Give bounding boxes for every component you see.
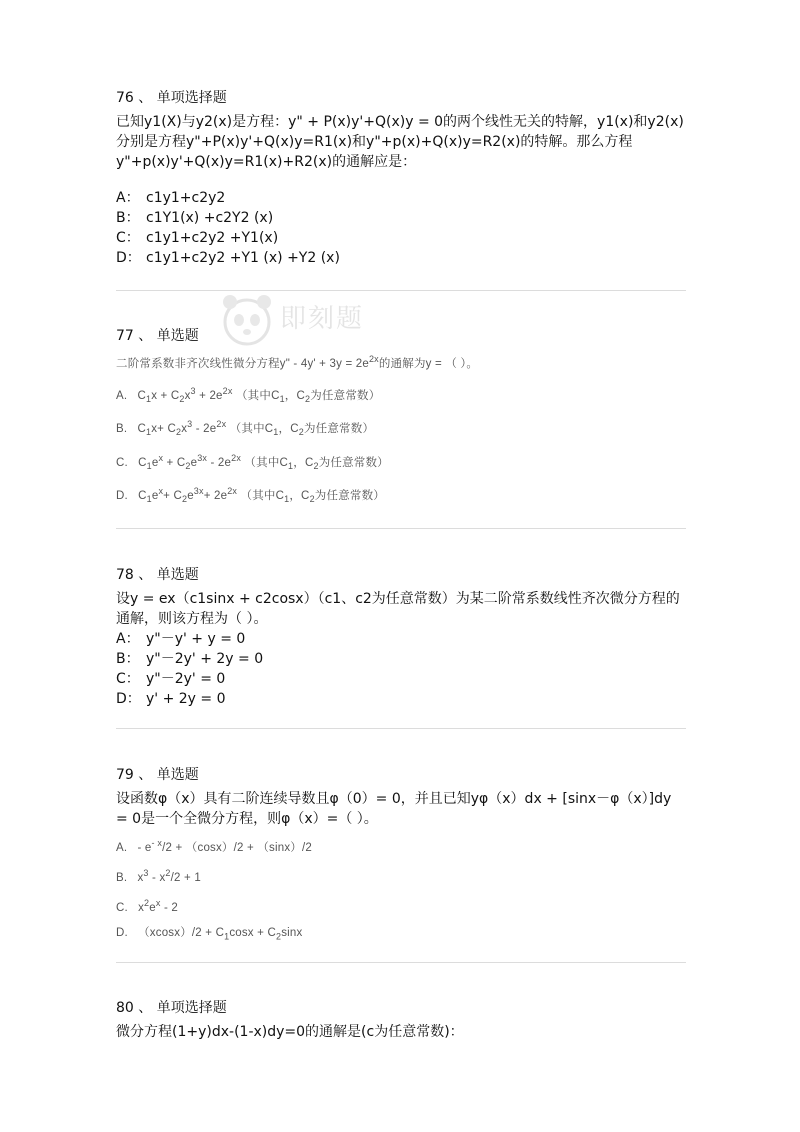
question-stem: 已知y1(X)与y2(x)是方程：y" + P(x)y'+Q(x)y = 0的两个线性无关的特解，y1(x)和y2(x)分别是方程y"+P(x)y'+Q(x)y=R1(x)和y"+p(x)+Q(x)y=R2(x)的特解。那么方程y"+p(x)y'+Q(x)y=R1(x)+R2(x)的通解应是： <box>116 114 684 170</box>
option-label: A： <box>116 190 140 206</box>
option-a[interactable] <box>116 188 686 208</box>
question-78 <box>116 565 686 709</box>
divider <box>116 962 686 963</box>
option-label: B： <box>116 210 140 226</box>
question-stem: 微分方程(1+y)dx-(1-x)dy=0的通解是(c为任意常数)： <box>116 1024 464 1040</box>
option-c[interactable]: C. $x^2e^x - 2$ <box>116 898 178 914</box>
question-77 <box>116 326 686 350</box>
question-header: 78 、 单选题 <box>116 567 199 583</box>
question-80 <box>116 998 686 1042</box>
watermark-text: 即刻题 <box>280 304 365 334</box>
option-d[interactable] <box>116 248 686 268</box>
option-label: C： <box>116 671 140 687</box>
option-c[interactable] <box>116 228 686 248</box>
option-label: B： <box>116 651 140 667</box>
option-d[interactable] <box>116 689 686 709</box>
option-text: c1y1+c2y2 +Y1 (x) +Y2 (x) <box>146 250 340 266</box>
option-a[interactable] <box>116 629 686 649</box>
option-b[interactable] <box>116 208 686 228</box>
option-label: A： <box>116 631 140 647</box>
option-d[interactable]: D. $(xcosx)/2 + C_1\cos x + C_2\sin x$ <box>116 927 303 942</box>
question-stem: 设函数φ（x）具有二阶连续导数且φ（0）= 0，并且已知yφ（x）dx + [sinx－φ（x）]dy = 0是一个全微分方程，则φ（x）=（ ）。 <box>116 791 672 827</box>
question-header: 80 、 单项选择题 <box>116 1000 227 1016</box>
question-header: 76 、 单项选择题 <box>116 90 227 106</box>
question-79 <box>116 765 686 829</box>
option-label: C： <box>116 230 140 246</box>
option-text: y"－y' + y = 0 <box>146 631 246 647</box>
option-label: D： <box>116 250 141 266</box>
question-header: 79 、 单选题 <box>116 767 199 783</box>
divider <box>116 728 686 729</box>
question-header: 77 、 单选题 <box>116 328 199 344</box>
question-76 <box>116 88 686 268</box>
option-text: c1Y1(x) +c2Y2 (x) <box>146 210 274 226</box>
option-text: c1y1+c2y2 <box>146 190 226 206</box>
option-label: D： <box>116 691 141 707</box>
option-a[interactable]: A. - $e^{- x}/2 + (\cos x)/2 + (\sin x)/2$ <box>116 838 312 854</box>
question-stem: 二阶常系数非齐次线性微分方程y" - $4y' + 3y = 2e^{2x}$的通解为y = （ ）。 <box>116 354 479 370</box>
question-stem: 设y = ex（c1sinx + c2cosx）（c1、c2为任意常数）为某二阶常系数线性齐次微分方程的通解，则该方程为（ ）。 <box>116 591 680 627</box>
option-b[interactable]: B. $C_1x+ C_2x^3 - 2e^{2x}$ （其中$C_1$，$C_2$为任意常数） <box>116 419 375 438</box>
option-text: c1y1+c2y2 +Y1(x) <box>146 230 279 246</box>
option-text: y"－2y' = 0 <box>146 671 226 687</box>
option-text: y"－2y' + 2y = 0 <box>146 651 264 667</box>
divider <box>116 528 686 529</box>
option-c[interactable] <box>116 669 686 689</box>
option-a[interactable]: A. $C_1x + C_2x^3 + 2e^{2x}$ （其中$C_1$，$C_2$为任意常数） <box>116 386 381 405</box>
option-d[interactable]: D. $C_1e^x+ C_2e^{3x}+ 2e^{2x}$ （其中$C_1$，$C_2$为任意常数） <box>116 486 385 505</box>
option-c[interactable]: C. $C_1e^x + C_2e^{3x} - 2e^{2x}$ （其中$C_1$，$C_2$为任意常数） <box>116 453 389 472</box>
option-b[interactable]: B. $x^3 - x^2/2 + 1$ <box>116 868 201 884</box>
option-text: y' + 2y = 0 <box>146 691 226 707</box>
option-b[interactable] <box>116 649 686 669</box>
